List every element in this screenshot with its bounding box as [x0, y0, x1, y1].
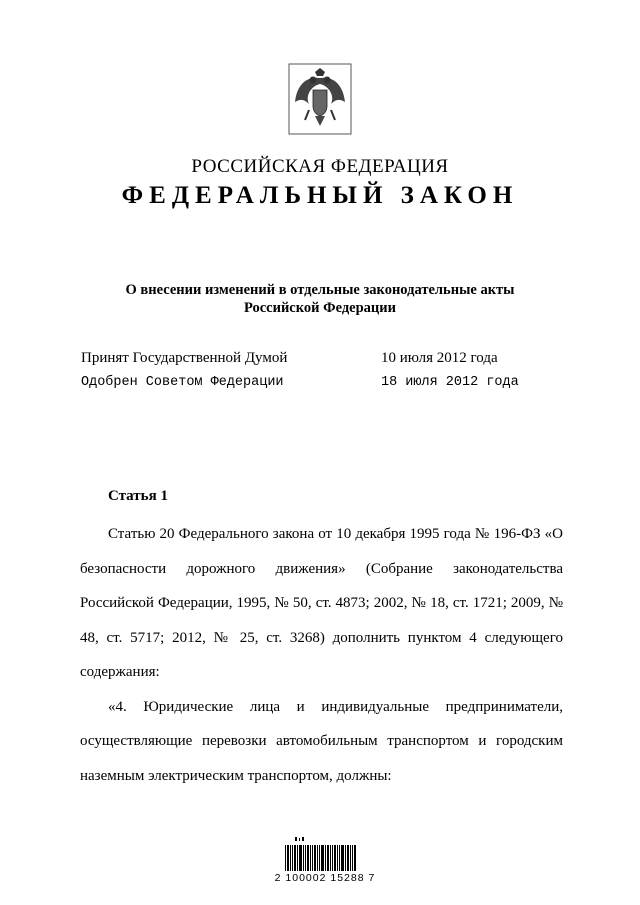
coat-of-arms-emblem-icon	[287, 62, 353, 136]
barcode-image	[283, 837, 359, 875]
duma-adoption-label: Принят Государственной Думой	[81, 350, 288, 366]
barcode-number: 2 100002 15288 7	[274, 872, 376, 884]
law-title-line-1: О внесении изменений в отдельные законодательные акты	[125, 282, 515, 298]
document-type-heading: ФЕДЕРАЛЬНЫЙ ЗАКОН	[121, 182, 519, 209]
law-title	[60, 281, 580, 317]
country-title: РОССИЙСКАЯ ФЕДЕРАЦИЯ	[191, 156, 449, 177]
article-paragraph-2: «4. Юридические лица и индивидуальные предприниматели, осуществляющие перевозки автомобильным транспортом и городским наземным электрическим транспортом, должны:	[80, 698, 563, 784]
article-paragraph-1: Статью 20 Федерального закона от 10 декабря 1995 года № 196-ФЗ «О безопасности дорожного движения» (Собрание законодательства Российской Федерации, 1995, № 50, ст. 4873; 2002, № 18, ст. 1721; 2009, № 48, ст. 5717; 2012, № 25, ст. 3268) дополнить пунктом 4 следующего содержания:	[80, 526, 563, 680]
council-approval-date: 18 июля 2012 года	[381, 375, 519, 390]
duma-adoption-date: 10 июля 2012 года	[381, 350, 498, 366]
council-approval-label: Одобрен Советом Федерации	[81, 375, 284, 390]
article-heading: Статья 1	[108, 488, 168, 504]
law-title-line-2: Российской Федерации	[243, 300, 396, 316]
article-body	[80, 517, 563, 793]
